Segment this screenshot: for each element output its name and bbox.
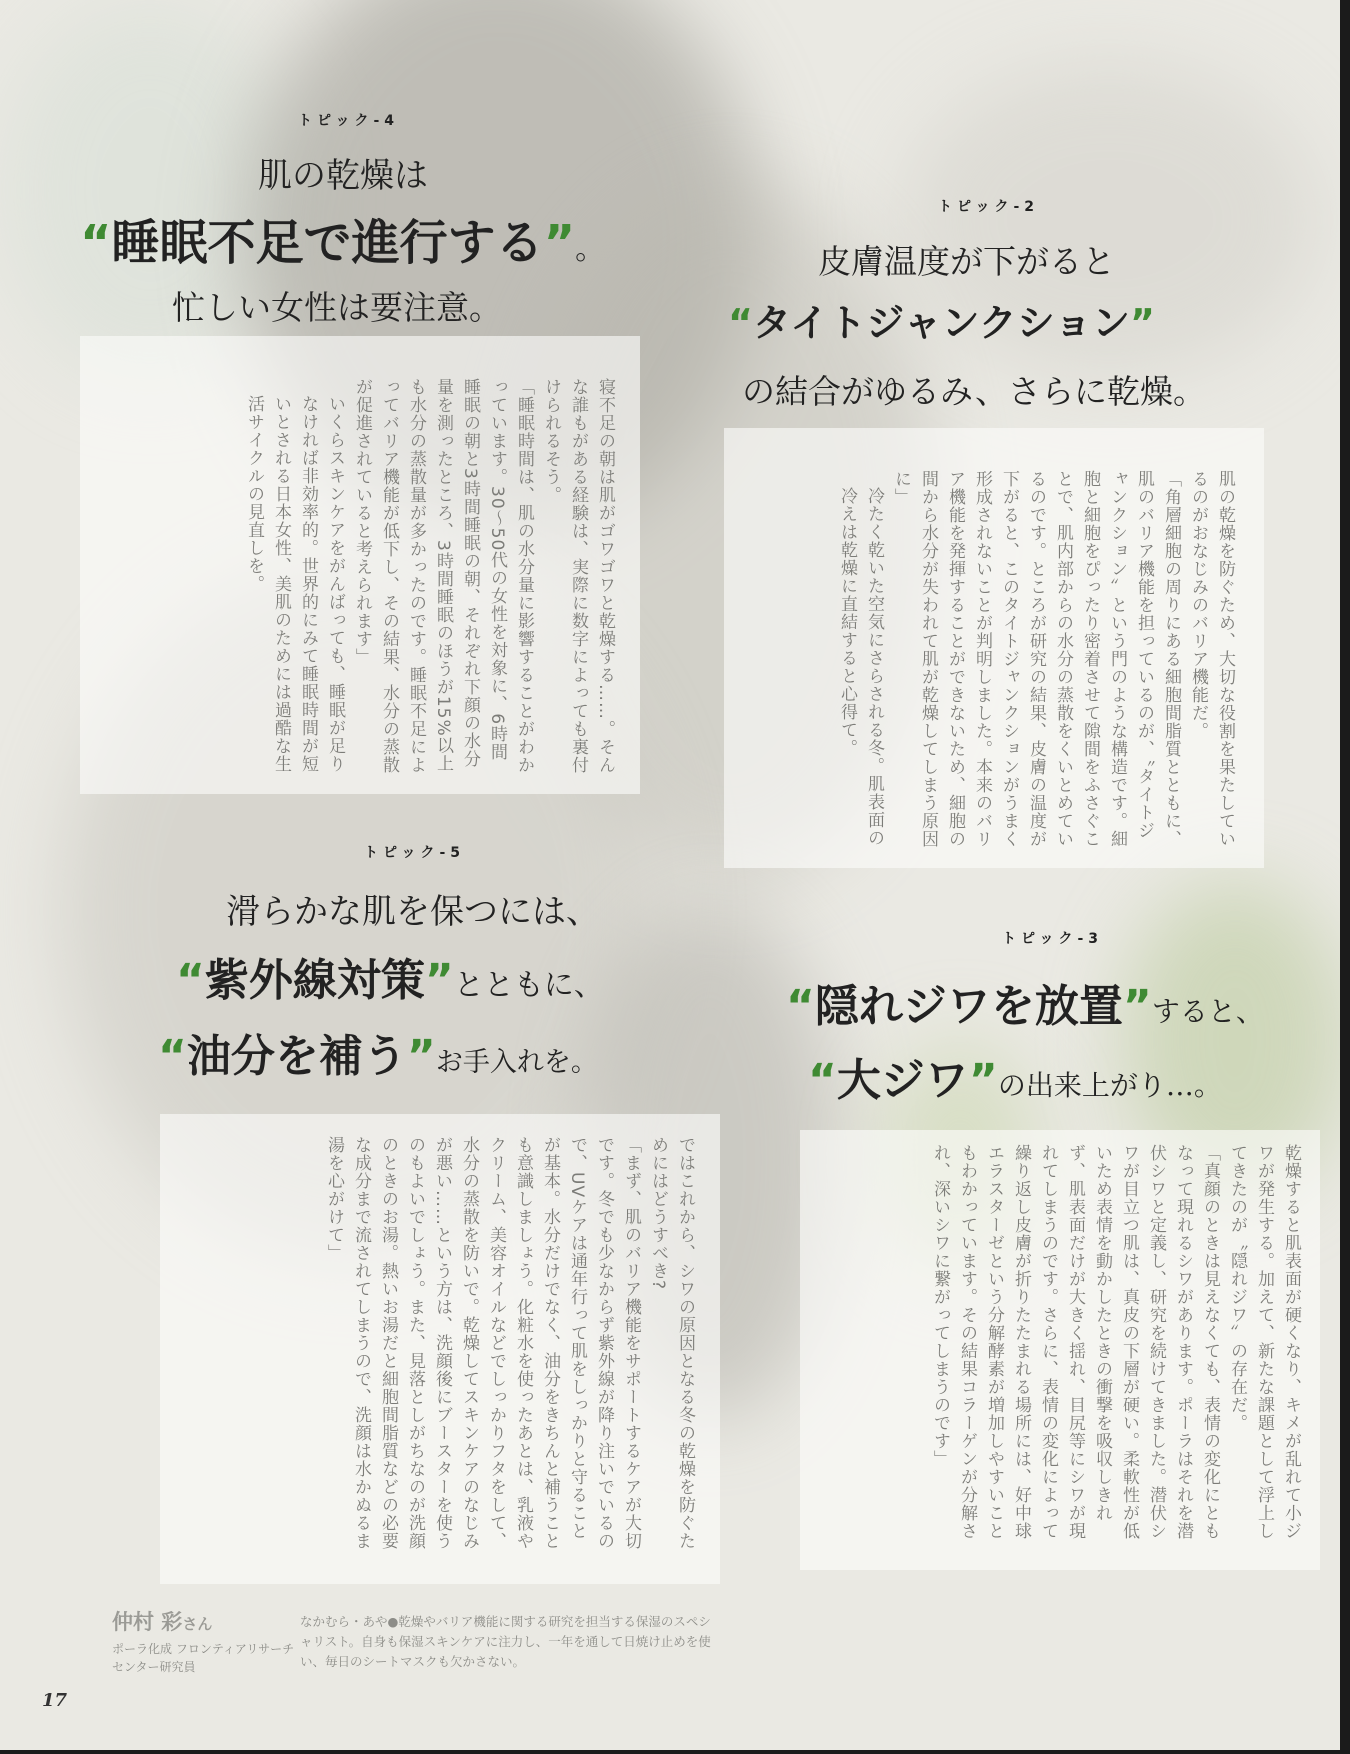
headline-line2: “睡眠不足で進行する”。 bbox=[80, 215, 606, 271]
page-number: 17 bbox=[42, 1690, 68, 1711]
headline-line1: “隠れジワを放置”すると、 bbox=[786, 981, 1264, 1032]
quote-open-icon: “ bbox=[786, 981, 815, 1032]
topic-4-body-panel bbox=[80, 336, 640, 794]
quote-open-icon: “ bbox=[728, 301, 753, 345]
paragraph: 乾燥すると肌表面が硬くなり、キメが乱れて小ジワが発生する。加えて、新たな課題として浮上してきたのが〝隠れジワ〟の存在だ。 bbox=[1227, 1144, 1301, 1540]
paragraph: 「角層細胞の周りにある細胞間脂質とともに、肌のバリア機能を担っているのが、〝タイトジャンクション〟という門のような構造です。細胞と細胞をぴったり密着させて隙間をふさぐことで、肌内部からの水分の蒸散をくいとめているのです。ところが研究の結果、皮膚の温度が下がると、このタイトジャンクションがうまく形成されないことが判明しました。本来のバリア機能を発揮することができないため、細胞の間から水分が失われて肌が乾燥してしまう原因に」 bbox=[891, 470, 1181, 848]
quote-open-icon: “ bbox=[80, 215, 112, 271]
paragraph: いくらスキンケアをがんばっても、睡眠が足りなければ非効率的。世界的にみて睡眠時間が短いとされる日本女性、美肌のためには過酷な生活サイクルの見直しを。 bbox=[244, 395, 345, 773]
paragraph: 「まず、肌のバリア機能をサポートするケアが大切です。冬でも少なからず紫外線が降り注いでいるので、UVケアは通年行って肌をしっかりと守ることが基本。水分だけでなく、油分をきちんと補うことも意識しましょう。化粧水を使ったあとは、乳液やクリーム、美容オイルなどでしっかりフタをして、水分の蒸散を防いで。乾燥してスキンケアのなじみが悪い……という方は、洗顔後にブースターを使うのもよいでしょう。また、見落としがちなのが洗顔のときのお湯。熱いお湯だと細胞間脂質などの必要な成分まで流されてしまうので、洗顔は水かぬるま湯を心がけて」 bbox=[324, 1136, 641, 1550]
headline-line3: の結合がゆるみ、さらに乾燥。 bbox=[742, 372, 1206, 411]
paragraph: 肌の乾燥を防ぐため、大切な役割を果たしているのがおなじみのバリア機能だ。 bbox=[1188, 470, 1235, 848]
topic-4-body-text bbox=[240, 378, 618, 778]
scan-edge bbox=[1340, 0, 1350, 1754]
expert-description: なかむら・あや●乾燥やバリア機能に関する研究を担当する保湿のスペシャリスト。自身も保湿スキンケアに注力し、一年を通して日焼け止めを使い、毎日のシートマスクも欠かさない。 bbox=[300, 1614, 711, 1669]
paragraph: 「真顔のときは見えなくても、表情の変化にともなって現れるシワがあります。ポーラはそれを潜伏シワと定義し、研究を続けてきました。潜伏シワが目立つ肌は、真皮の下層が硬い。柔軟性が低いため表情を動かしたときの衝撃を吸収しきれず、肌表面だけが大きく揺れ、目尻等にシワが現れてしまうのです。さらに、表情の変化によって繰り返し皮膚が折りたたまれる場所には、好中球エラスターゼという分解酵素が増加しやすいこともわかっています。その結果コラーゲンが分解され、深いシワに繋がってしまうのです」 bbox=[930, 1144, 1220, 1540]
expert-affiliation: ポーラ化成 フロンティアリサーチセンター研究員 bbox=[112, 1642, 295, 1674]
topic-label: トピック-5 bbox=[364, 845, 465, 861]
topic-label: トピック-2 bbox=[938, 199, 1039, 215]
paragraph: 寝不足の朝は肌がゴワゴワと乾燥する……。そんな誰もがある経験は、実際に数字によっても裏付けられるそう。 bbox=[541, 378, 615, 774]
topic-2-body-panel bbox=[724, 428, 1264, 868]
quote-close-icon: ” bbox=[1129, 301, 1155, 345]
paragraph: 「睡眠時間は、肌の水分量に影響することがわかっています。30〜50代の女性を対象に、6時間睡眠の朝と3時間睡眠の朝、それぞれ下顔の水分量を測ったところ、3時間睡眠のほうが15%以上も水分の蒸散量が多かったのです。睡眠不足によってバリア機能が低下し、その結果、水分の蒸散が促進されていると考えられます」 bbox=[352, 378, 534, 774]
quote-close-icon: ” bbox=[1122, 981, 1152, 1032]
headline-line3: “油分を補う”お手入れを。 bbox=[158, 1031, 598, 1082]
topic-3-body-panel bbox=[800, 1130, 1320, 1570]
quote-close-icon: ” bbox=[406, 1031, 436, 1082]
paragraph: 冷たく乾いた空気にさらされる冬。肌表面の冷えは乾燥に直結すると心得て。 bbox=[837, 487, 884, 847]
quote-open-icon: “ bbox=[158, 1031, 187, 1082]
headline-line1: 滑らかな肌を保つには、 bbox=[226, 892, 600, 932]
quote-open-icon: “ bbox=[808, 1055, 837, 1106]
headline-line1: 肌の乾燥は bbox=[258, 156, 428, 196]
quote-open-icon: “ bbox=[176, 955, 205, 1006]
scan-edge bbox=[0, 1750, 1350, 1754]
topic-label: トピック-3 bbox=[1002, 931, 1103, 947]
topic-2-body-text bbox=[833, 470, 1238, 850]
quote-close-icon: ” bbox=[424, 955, 454, 1006]
quote-close-icon: ” bbox=[543, 215, 576, 271]
paragraph: ではこれから、シワの原因となる冬の乾燥を防ぐためにはどうすべき? bbox=[648, 1136, 695, 1550]
topic-5-body-panel bbox=[160, 1114, 720, 1584]
quote-close-icon: ” bbox=[968, 1055, 998, 1106]
headline-line2: “大ジワ”の出来上がり…。 bbox=[808, 1055, 1222, 1106]
topic-5-body-text bbox=[320, 1136, 698, 1556]
expert-name: 仲村 彩さん bbox=[112, 1610, 213, 1634]
headline-line2: “紫外線対策”とともに、 bbox=[176, 955, 604, 1006]
headline-line1: 皮膚温度が下がると bbox=[818, 242, 1115, 281]
topic-label: トピック-4 bbox=[298, 113, 399, 129]
headline-line3: 忙しい女性は要注意。 bbox=[172, 288, 502, 327]
topic-3-body-text bbox=[926, 1144, 1304, 1544]
headline-line2: “タイトジャンクション” bbox=[728, 300, 1155, 345]
